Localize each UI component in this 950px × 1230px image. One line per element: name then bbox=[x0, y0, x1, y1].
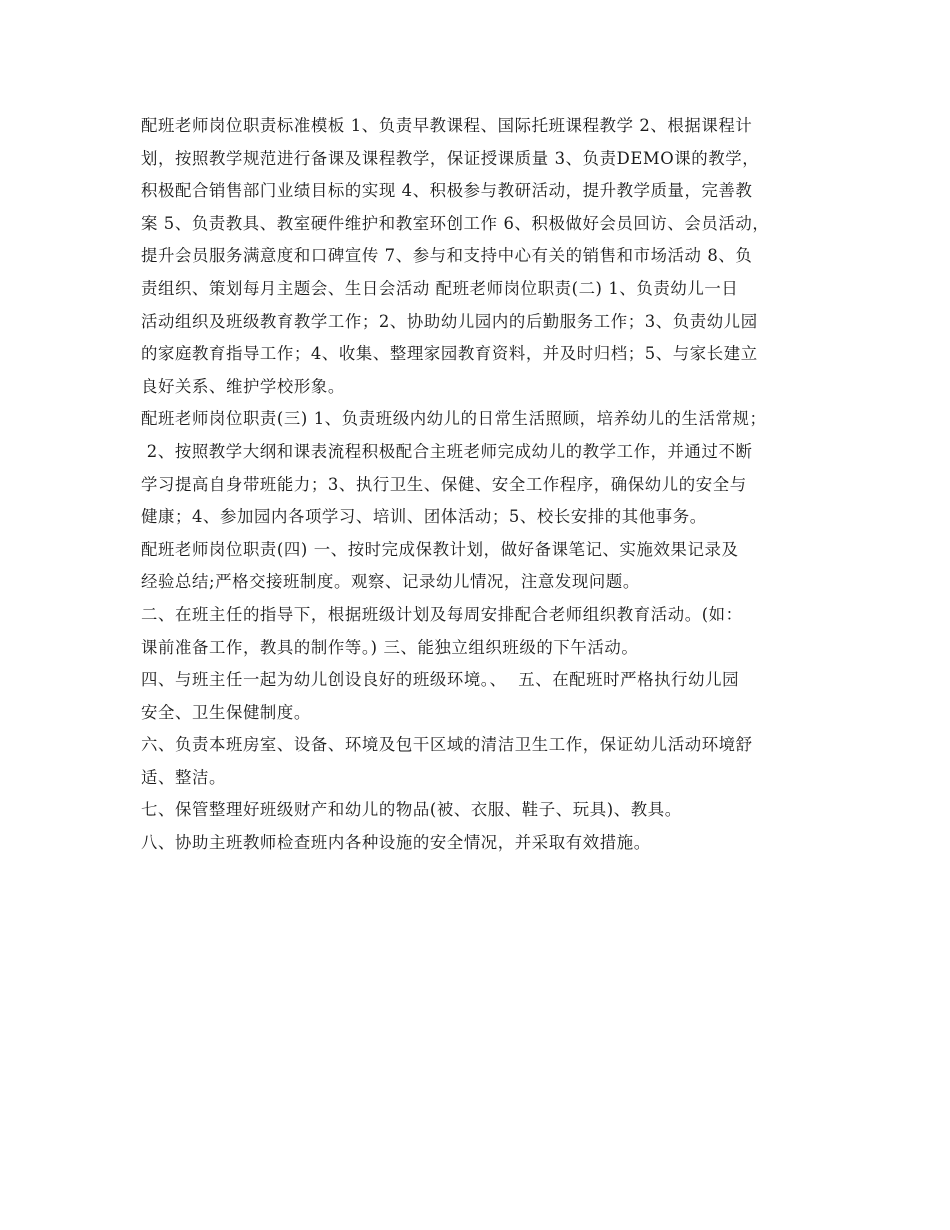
text-line: 八、协助主班教师检查班内各种设施的安全情况，并采取有效措施。 bbox=[141, 833, 651, 853]
text-line: 课前准备工作，教具的制作等。) 三、能独立组织班级的下午活动。 bbox=[141, 637, 639, 657]
text-line: 良好关系、维护学校形象。 bbox=[141, 376, 345, 396]
text-line: 七、保管整理好班级财产和幼儿的物品(被、衣服、鞋子、玩具)、教具。 bbox=[141, 800, 682, 820]
text-line: 配班老师岗位职责(四) 一、按时完成保教计划，做好备课笔记、实施效果记录及 bbox=[141, 539, 739, 559]
text-line: 四、与班主任一起为幼儿创设良好的班级环境。、 五、在配班时严格执行幼儿园 bbox=[141, 670, 740, 690]
text-line: 适、整洁。 bbox=[141, 767, 226, 787]
text-line: 学习提高自身带班能力；3、执行卫生、保健、安全工作程序，确保幼儿的安全与 bbox=[141, 474, 747, 494]
document-body bbox=[141, 110, 821, 860]
text-line: 活动组织及班级教育教学工作；2、协助幼儿园内的后勤服务工作；3、负责幼儿园 bbox=[141, 311, 758, 331]
text-line: 划，按照教学规范进行备课及课程教学，保证授课质量 3、负责DEMO课的教学， bbox=[141, 148, 760, 168]
text-line: 责组织、策划每月主题会、生日会活动 配班老师岗位职责(二) 1、负责幼儿一日 bbox=[141, 278, 739, 298]
text-line: 经验总结;严格交接班制度。观察、记录幼儿情况，注意发现问题。 bbox=[141, 572, 640, 592]
text-line: 二、在班主任的指导下，根据班级计划及每周安排配合老师组织教育活动。(如： bbox=[141, 604, 743, 624]
text-line: 配班老师岗位职责标准模板 1、负责早教课程、国际托班课程教学 2、根据课程计 bbox=[141, 116, 753, 135]
text-line: 健康；4、参加园内各项学习、培训、团体活动；5、校长安排的其他事务。 bbox=[141, 507, 707, 527]
text-line: 积极配合销售部门业绩目标的实现 4、积极参与教研活动，提升教学质量，完善教 bbox=[141, 181, 753, 201]
text-line: 安全、卫生保健制度。 bbox=[141, 702, 311, 722]
text-line: 2、按照教学大纲和课表流程积极配合主班老师完成幼儿的教学工作，并通过不断 bbox=[141, 441, 753, 461]
text-line: 案 5、负责教具、教室硬件维护和教室环创工作 6、积极做好会员回访、会员活动， bbox=[141, 213, 770, 233]
text-line: 提升会员服务满意度和口碑宣传 7、参与和支持中心有关的销售和市场活动 8、负 bbox=[141, 246, 753, 266]
text-line: 的家庭教育指导工作；4、收集、整理家园教育资料，并及时归档；5、与家长建立 bbox=[141, 344, 758, 364]
text-line: 配班老师岗位职责(三) 1、负责班级内幼儿的日常生活照顾，培养幼儿的生活常规； bbox=[141, 409, 767, 429]
text-line: 六、负责本班房室、设备、环境及包干区域的清洁卫生工作，保证幼儿活动环境舒 bbox=[141, 735, 753, 755]
